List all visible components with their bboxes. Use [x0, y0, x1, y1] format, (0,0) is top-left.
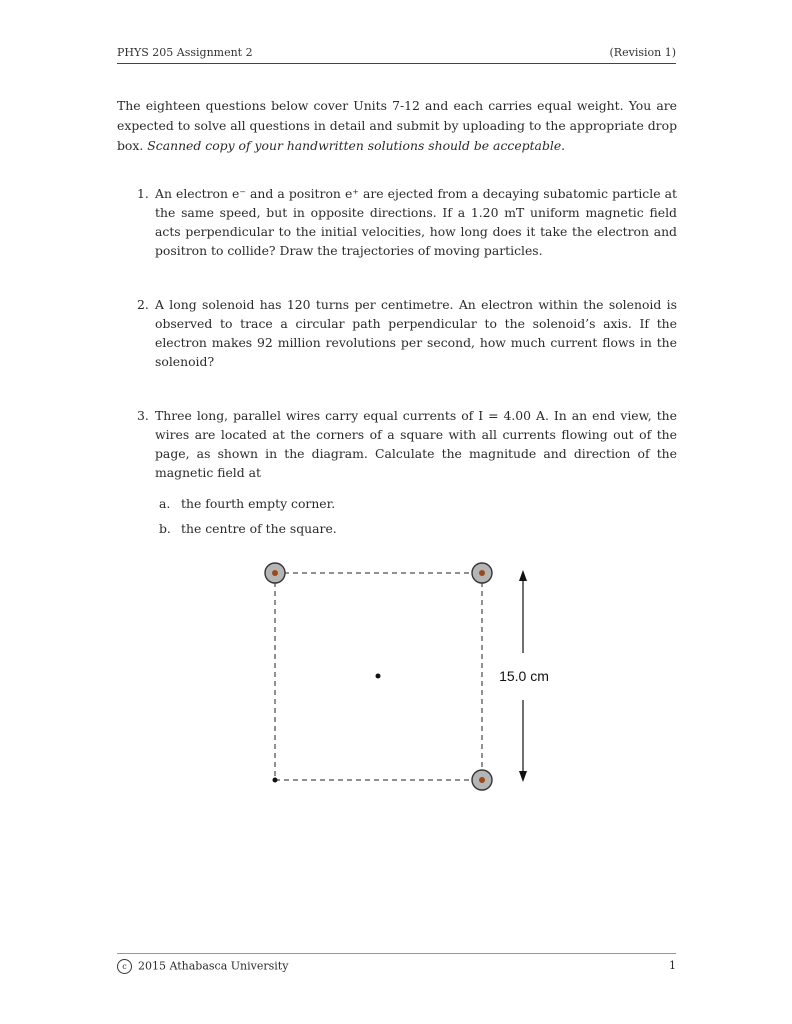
intro-italic-note: Scanned copy of your handwritten solutions should be acceptable.	[147, 138, 566, 153]
arrow-head-down-icon	[519, 771, 527, 782]
header-rule	[117, 63, 676, 64]
question-3	[117, 406, 677, 486]
question-number: 3.	[137, 408, 149, 423]
arrow-head-up-icon	[519, 570, 527, 581]
page-header	[117, 46, 676, 62]
question-text: A long solenoid has 120 turns per centimetre. An electron within the solenoid is observed to trace a circular path perpendicular to the solenoid’s axis. If the electron makes 92 million revolutions per second, how much current flows in the solenoid?	[155, 297, 677, 369]
side-length-label: 15.0 cm	[499, 668, 549, 684]
question-text: An electron e⁻ and a positron e⁺ are ejected from a decaying subatomic particle at the same speed, but in opposite directions. If a 1.20 mT uniform magnetic field acts perpendicular to the initial velocities, how long does it take the electron and positron to collide? Draw the trajectories of moving particles.	[155, 186, 677, 258]
question-3-part-a	[159, 494, 335, 513]
page-number: 1	[669, 959, 676, 972]
question-1	[117, 184, 677, 264]
question-3-part-b	[159, 519, 337, 538]
copyright-text: 2015 Athabasca University	[138, 959, 289, 973]
part-label: b.	[159, 521, 171, 536]
footer-rule	[117, 953, 676, 954]
part-label: a.	[159, 496, 171, 511]
centre-point	[376, 674, 381, 679]
empty-corner-point	[273, 778, 278, 783]
intro-paragraph	[117, 96, 677, 156]
wires-square-svg	[250, 555, 570, 805]
wire-bottom-right	[472, 770, 492, 790]
question-number: 1.	[137, 186, 149, 201]
question-2	[117, 295, 677, 375]
wires-diagram	[250, 555, 570, 805]
revision-label: (Revision 1)	[609, 46, 676, 59]
wire-top-left	[265, 563, 285, 583]
intro-text: The eighteen questions below cover Units 7-12 and each carries equal weight. You are expected to solve all questions in detail and submit by uploading to the appropriate drop box.	[117, 98, 677, 153]
question-number: 2.	[137, 297, 149, 312]
wire-top-right	[472, 563, 492, 583]
question-text: Three long, parallel wires carry equal currents of I = 4.00 A. In an end view, the wires are located at the corners of a square with all currents flowing out of the page, as shown in the diagram. Calculate the magnitude and direction of the magnetic field at	[155, 408, 677, 480]
part-text: the centre of the square.	[181, 521, 337, 536]
copyright	[117, 959, 288, 974]
copyright-icon: c	[117, 959, 132, 974]
part-text: the fourth empty corner.	[181, 496, 336, 511]
course-title: PHYS 205 Assignment 2	[117, 46, 253, 59]
